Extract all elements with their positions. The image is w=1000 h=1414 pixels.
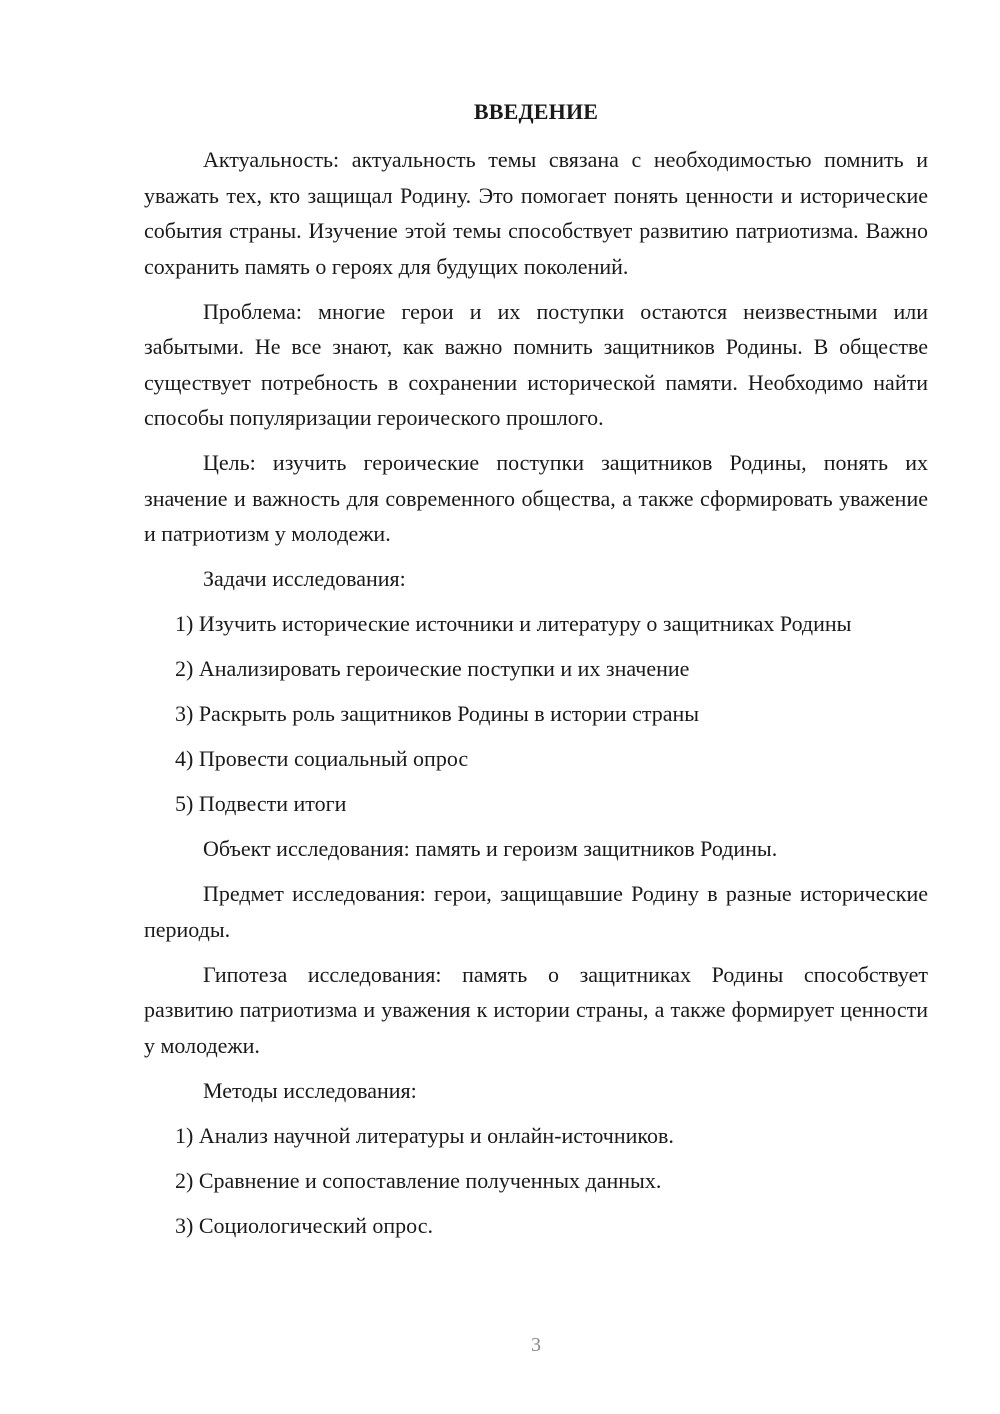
- subject-paragraph: Предмет исследования: герои, защищавшие Родину в разные исторические периоды.: [144, 881, 928, 942]
- object-paragraph: Объект исследования: память и героизм защитников Родины.: [203, 836, 778, 861]
- document-body: [144, 142, 928, 1253]
- section-title: ВВЕДЕНИЕ: [473, 99, 599, 124]
- methods-heading: Методы исследования:: [203, 1077, 417, 1103]
- task-item-2: 2) Анализировать героические поступки и их значение: [175, 656, 690, 681]
- method-item-3: 3) Социологический опрос.: [175, 1212, 433, 1238]
- task-item-3: 3) Раскрыть роль защитников Родины в истории страны: [175, 701, 700, 726]
- task-item-5: 5) Подвести итоги: [175, 791, 347, 816]
- page-number: 3: [531, 1334, 541, 1356]
- tasks-heading: Задачи исследования:: [203, 566, 406, 591]
- method-item-1: 1) Анализ научной литературы и онлайн-источников.: [175, 1122, 674, 1148]
- task-item-1: 1) Изучить исторические источники и литературу о защитниках Родины: [175, 611, 852, 636]
- hypothesis-paragraph: Гипотеза исследования: память о защитниках Родины способствует развитию патриотизма и уважения к истории страны, а также формирует ценности у молодежи.: [144, 961, 928, 1058]
- method-item-2: 2) Сравнение и сопоставление полученных данных.: [175, 1167, 662, 1193]
- document-page: [144, 0, 928, 1414]
- task-item-4: 4) Провести социальный опрос: [175, 746, 469, 771]
- goal-paragraph: Цель: изучить героические поступки защитников Родины, понять их значение и важность для современного общества, а также сформировать уважение и патриотизм у молодежи.: [144, 450, 928, 546]
- relevance-paragraph: Актуальность: актуальность темы связана с необходимостью помнить и уважать тех, кто защищал Родину. Это помогает понять ценности и исторические события страны. Изучение этой темы способствует развитию патриотизма. Важно сохранить память о героях для будущих поколений.: [144, 147, 928, 279]
- problem-paragraph: Проблема: многие герои и их поступки остаются неизвестными или забытыми. Не все знают, как важно помнить защитников Родины. В обществе существует потребность в сохранении исторической памяти. Необходимо найти способы популяризации героического прошлого.: [144, 298, 928, 430]
